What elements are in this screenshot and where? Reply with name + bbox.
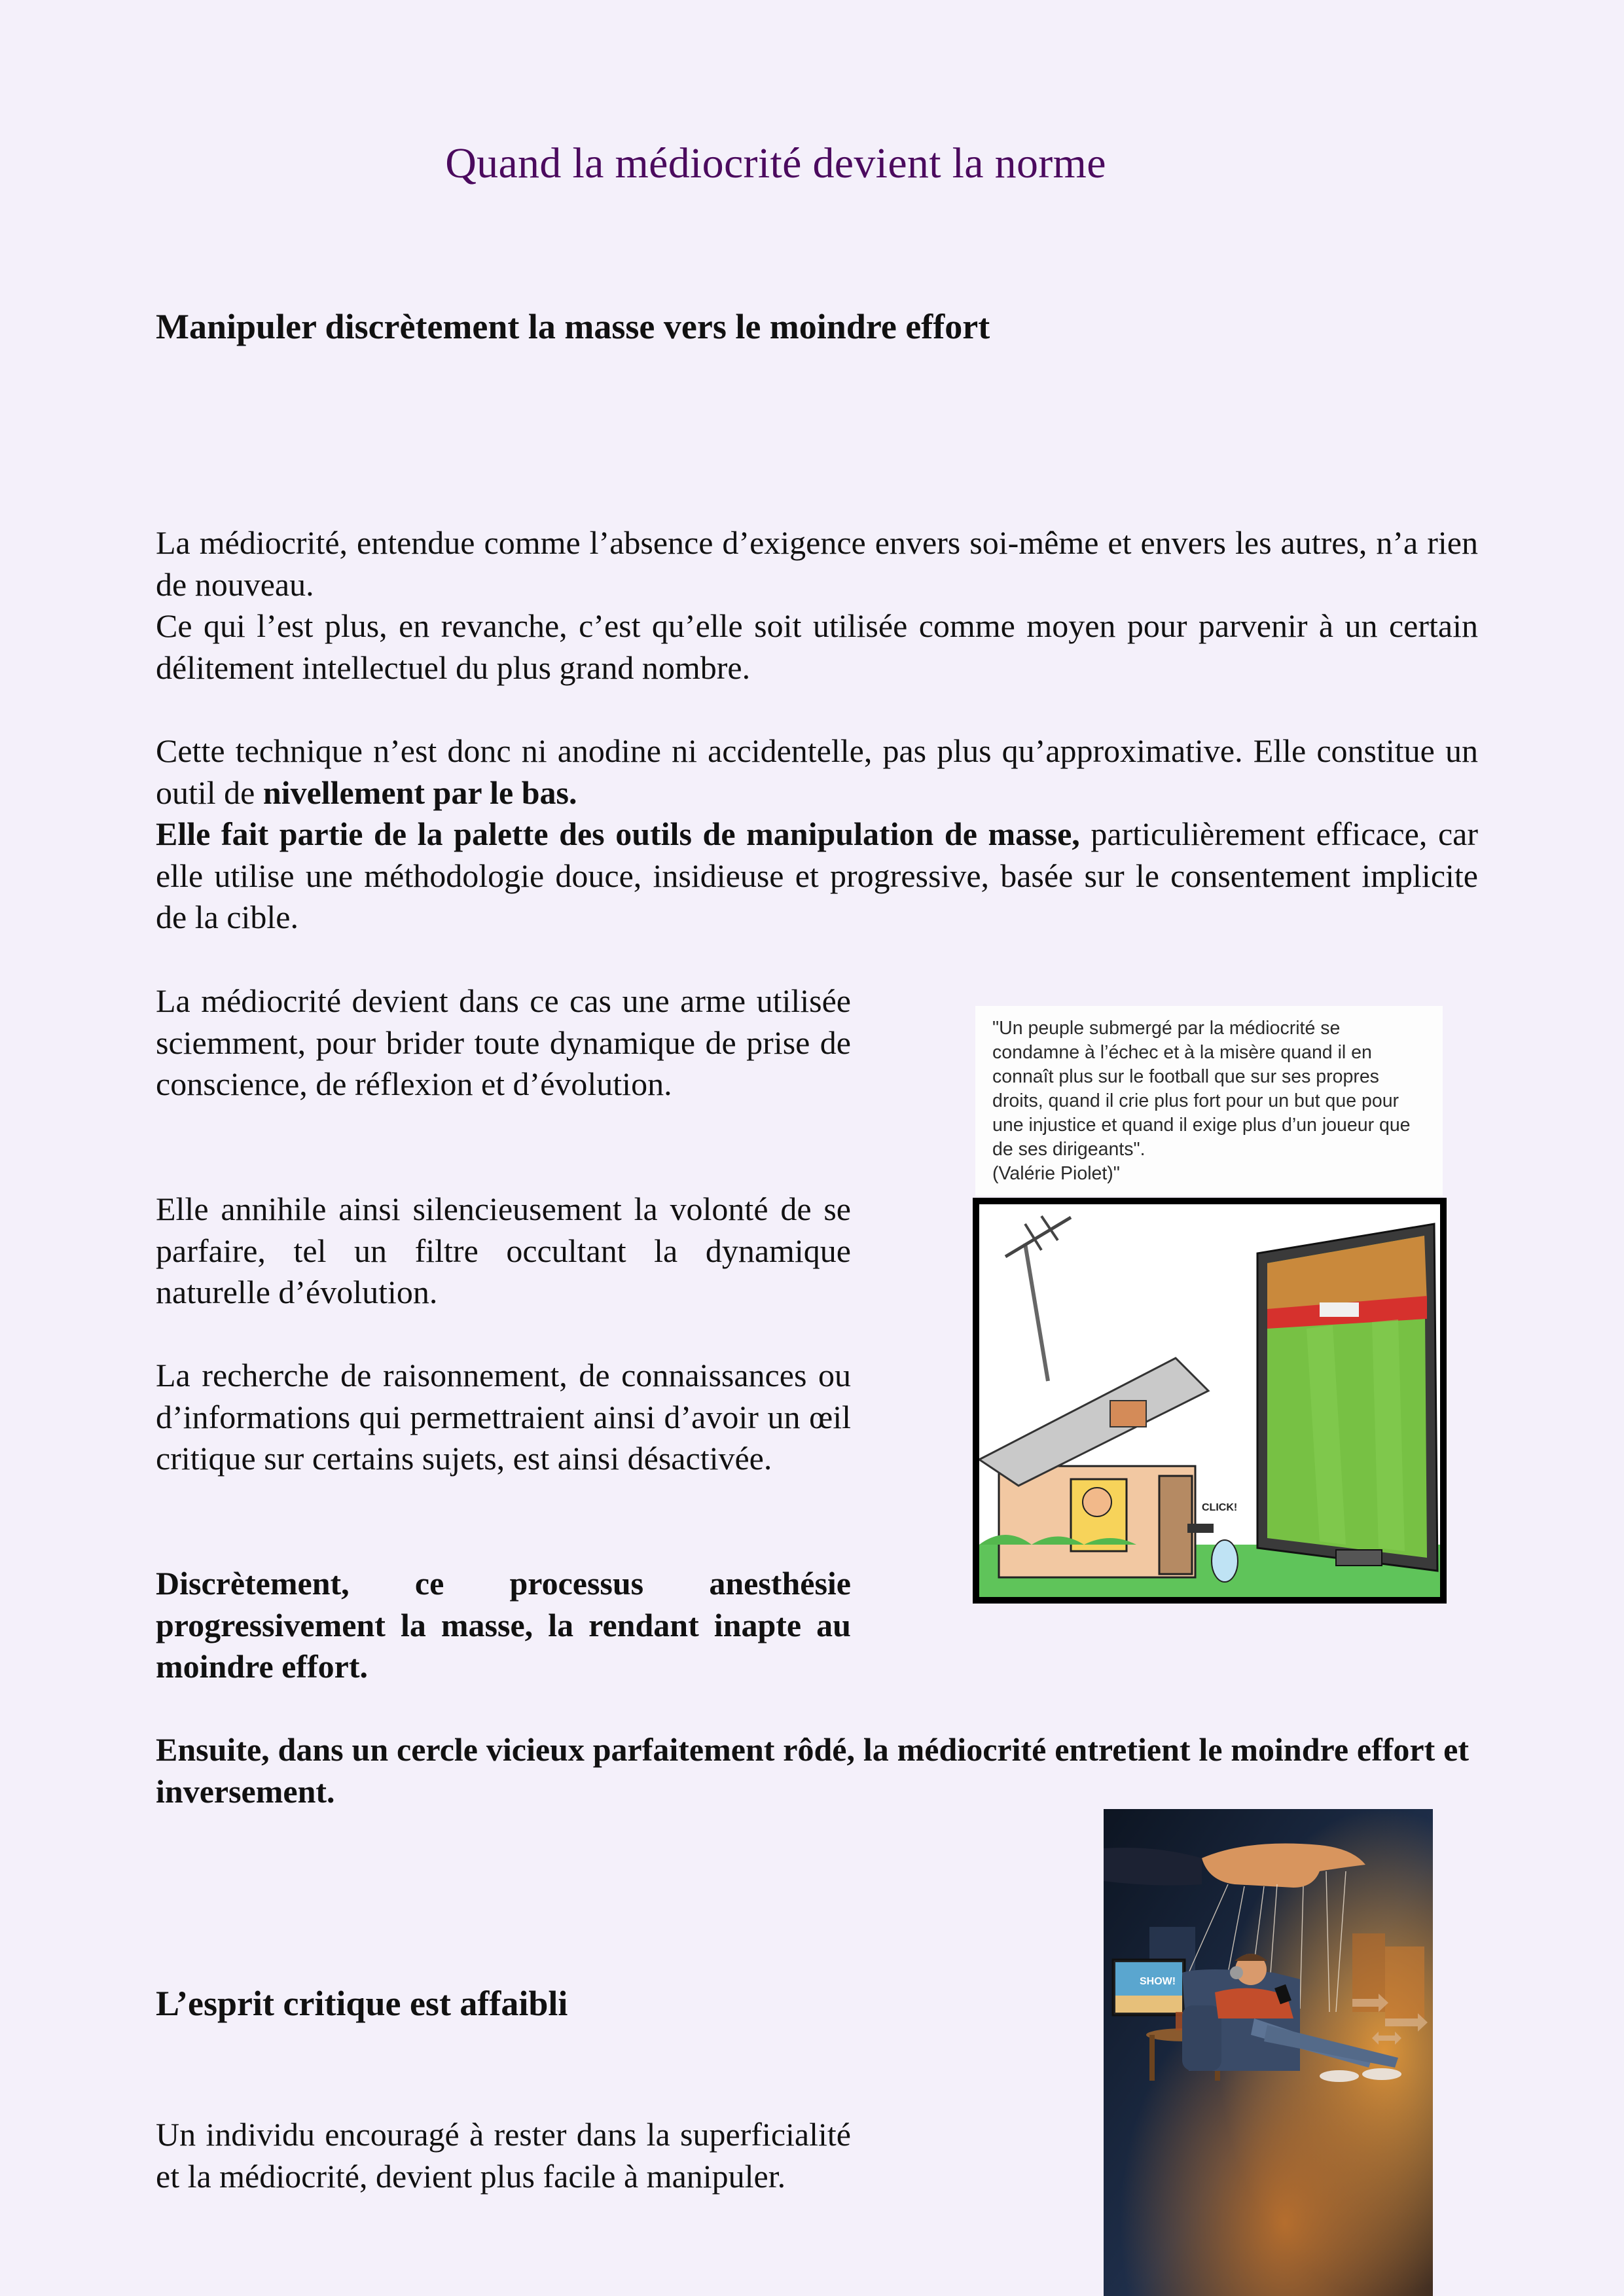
paragraph-intro-line1: La médiocrité, entendue comme l’absence d’exigence envers soi-même et envers les autres, n’a rien de nouveau. [156, 524, 1478, 603]
paragraph-technique [156, 730, 1478, 939]
paragraph-anesthesie: Discrètement, ce processus anesthésie progressivement la masse, la rendant inapte au moindre effort. [156, 1565, 851, 1685]
paragraph-intro-line2: Ce qui l’est plus, en revanche, c’est qu’elle soit utilisée comme moyen pour parvenir à un certain délitement intellectuel du plus grand nombre. [156, 607, 1478, 686]
paragraph-palette-emphasis: Elle fait partie de la palette des outils de manipulation de masse, [156, 816, 1080, 852]
puppet-illustration [1104, 1809, 1433, 2296]
cartoon-image-football-tv [973, 1198, 1447, 1604]
paragraph-arme: La médiocrité devient dans ce cas une arme utilisée sciemment, pour brider toute dynamique de prise de conscience, de réflexion et d’évolution. [156, 982, 851, 1102]
paragraph-intro [156, 522, 1478, 689]
quote-author: (Valérie Piolet)" [992, 1163, 1120, 1184]
paragraph-recherche: La recherche de raisonnement, de connaissances ou d’informations qui permettraient ainsi d’avoir un œil critique sur certains sujets, est ainsi désactivée. [156, 1357, 851, 1477]
cartoon-illustration [979, 1204, 1440, 1597]
paragraph-technique-text: Cette technique n’est donc ni anodine ni accidentelle, pas plus qu’approximative. Elle constitue un outil de [156, 732, 1478, 811]
section-heading-manipuler: Manipuler discrètement la masse vers le moindre effort [156, 307, 990, 346]
puppet-illustration-image [1104, 1809, 1433, 2296]
paragraph-palette-text: particulièrement efficace, car elle utilise une méthodologie douce, insidieuse et progressive, basée sur le consentement implicite de la cible. [156, 816, 1478, 935]
paragraph-individu: Un individu encouragé à rester dans la superficialité et la médiocrité, devient plus facile à manipuler. [156, 2116, 851, 2195]
paragraph-annihile: Elle annihile ainsi silencieusement la volonté de se parfaire, tel un filtre occultant la dynamique naturelle d’évolution. [156, 1191, 851, 1310]
paragraph-technique-emphasis: nivellement par le bas. [262, 774, 577, 811]
quote-text: "Un peuple submergé par la médiocrité se condamne à l’échec et à la misère quand il en connaît plus sur le football que sur ses propres droits, quand il crie plus fort pour un but que pour une injustice et quand il exige plus d’un joueur que de ses dirigeants". [992, 1018, 1411, 1160]
tv-show-label: SHOW! [1140, 1976, 1176, 1987]
cartoon-click-text: CLICK! [1202, 1502, 1238, 1513]
paragraph-cercle-vicieux: Ensuite, dans un cercle vicieux parfaitement rôdé, la médiocrité entretient le moindre effort et inversement. [156, 1731, 1469, 1810]
page-title: Quand la médiocrité devient la norme [445, 139, 1106, 187]
quote-image [975, 1006, 1443, 1196]
section-heading-esprit-critique: L’esprit critique est affaibli [156, 1984, 568, 2023]
